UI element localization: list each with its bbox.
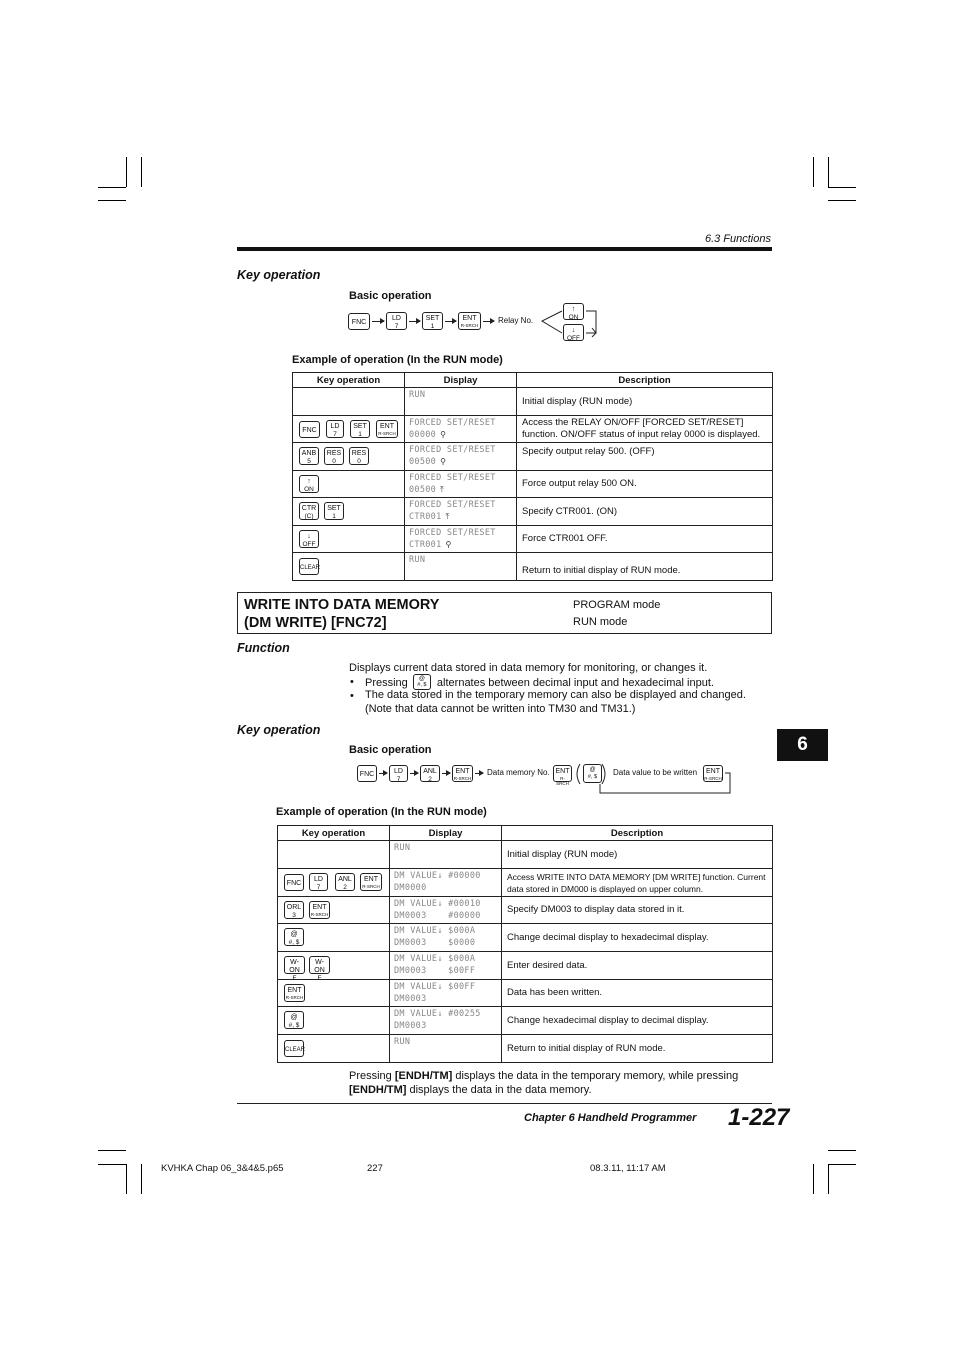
key-clear: CLEAR	[299, 558, 319, 575]
display-cell: FORCED SET/RESET CTR001 ⤒	[405, 498, 517, 526]
key-res-0: RES 0	[324, 447, 344, 465]
key-cell	[278, 841, 390, 869]
table-row	[278, 924, 773, 952]
table-row	[278, 869, 773, 897]
display-cell: FORCED SET/RESET 00000 ⚲	[405, 416, 517, 443]
key-cell	[278, 1035, 390, 1063]
key-ld-7: LD 7	[326, 420, 344, 438]
function-description: Displays current data stored in data memory for monitoring, or changes it.	[349, 662, 708, 674]
table-row	[278, 897, 773, 924]
running-header: 6.3 Functions	[704, 233, 771, 245]
key-ent-rsrch: ENT R-SRCH	[376, 420, 398, 438]
key-cell	[293, 526, 405, 553]
header-rule	[237, 247, 772, 251]
flow-arrow	[442, 773, 450, 774]
key-ctr-c: CTR (C)	[299, 502, 319, 520]
relay-off-pin-icon: ⚲	[440, 430, 447, 439]
display-cell: DM VALUE↓ $000A DM0003 $00FF	[390, 952, 502, 980]
table-row	[293, 471, 773, 498]
crop-mark	[126, 1164, 127, 1194]
key-ent-rsrch: ENT R-SRCH	[309, 901, 330, 919]
relay-off-pin-icon: ⚲	[440, 457, 447, 466]
key-anb-5: ANB 5	[299, 447, 319, 465]
key-w-on-f: W-ON F	[309, 956, 330, 974]
description-cell: Specify CTR001. (ON)	[517, 498, 773, 526]
key-on: ↑ ON	[299, 475, 319, 493]
key-off: ↓ OFF	[563, 324, 584, 341]
crop-mark	[828, 1150, 856, 1151]
key-off: ↓ OFF	[299, 530, 319, 548]
key-ent-rsrch: ENT R-SRCH	[458, 312, 481, 330]
display-cell: DM VALUE↓ $000A DM0003 $0000	[390, 924, 502, 952]
function-heading: Function	[237, 641, 290, 655]
key-ent-rsrch: ENT R-SRCH	[703, 765, 723, 782]
basic-operation-label: Basic operation	[349, 290, 432, 302]
key-ld-7: LD 7	[309, 873, 328, 891]
flow-arrow	[483, 321, 494, 322]
crop-mark	[828, 200, 856, 201]
key-on: ↑ ON	[563, 303, 584, 320]
table-row	[293, 388, 773, 416]
description-cell: Initial display (RUN mode)	[517, 388, 773, 416]
key-fnc: FNC	[284, 874, 304, 891]
description-cell: Return to initial display of RUN mode.	[502, 1035, 773, 1063]
key-fnc: FNC	[357, 765, 377, 782]
relay-example-table	[292, 372, 773, 581]
crop-mark	[813, 157, 814, 187]
crop-mark	[98, 200, 126, 201]
mode-program: PROGRAM mode	[573, 599, 661, 611]
mode-run: RUN mode	[573, 616, 628, 628]
key-cell	[278, 952, 390, 980]
bullet-item: Pressing @ #, $ alternates between decimal input and hexadecimal input.	[365, 676, 714, 689]
endh-tm-note: Pressing [ENDH/TM] displays the data in the temporary memory, while pressing [ENDH/TM] displays the data in the data memory.	[349, 1070, 739, 1096]
display-cell: RUN	[390, 1035, 502, 1063]
column-header: Description	[502, 826, 773, 841]
display-cell: DM VALUE↓ #00010 DM0003 #00000	[390, 897, 502, 924]
description-cell: Initial display (RUN mode)	[502, 841, 773, 869]
section-title: WRITE INTO DATA MEMORY (DM WRITE) [FNC72]	[244, 597, 440, 631]
table-row	[278, 1035, 773, 1063]
description-cell: Specify DM003 to display data stored in it.	[502, 897, 773, 924]
key-cell	[278, 924, 390, 952]
display-cell: FORCED SET/RESET CTR001 ⚲	[405, 526, 517, 553]
key-clear: CLEAR	[284, 1040, 304, 1057]
crop-mark	[813, 1164, 814, 1194]
key-at-hash: @ #, $	[413, 674, 431, 690]
key-cell	[293, 553, 405, 581]
print-date: 08.3.11, 11:17 AM	[590, 1163, 666, 1174]
table-row	[293, 443, 773, 471]
crop-mark	[141, 1164, 142, 1194]
table-row	[293, 526, 773, 553]
key-at-hash: @ #, $	[284, 1011, 304, 1029]
print-page: 227	[367, 1163, 383, 1174]
display-cell: DM VALUE↓ #00255 DM0003	[390, 1007, 502, 1035]
description-cell: Change decimal display to hexadecimal display.	[502, 924, 773, 952]
key-orl-3: ORL 3	[284, 901, 304, 919]
column-header: Key operation	[293, 373, 405, 388]
column-header: Display	[390, 826, 502, 841]
crop-mark	[828, 187, 856, 188]
key-operation-heading: Key operation	[237, 723, 321, 737]
table-row	[278, 952, 773, 980]
table-row	[278, 1007, 773, 1035]
table-row	[293, 553, 773, 581]
relay-on-pin-icon: ⤒	[445, 512, 450, 521]
display-cell: FORCED SET/RESET 00500 ⤒	[405, 471, 517, 498]
print-file-name: KVHKA Chap 06_3&4&5.p65	[161, 1163, 284, 1174]
key-cell	[278, 897, 390, 924]
description-cell: Force CTR001 OFF.	[517, 526, 773, 553]
display-cell: DM VALUE↓ #00000 DM0000	[390, 869, 502, 897]
key-cell	[278, 980, 390, 1007]
data-value-label: Data value to be written	[613, 768, 698, 777]
example-label: Example of operation (In the RUN mode)	[276, 806, 487, 818]
flow-arrow	[379, 773, 387, 774]
table-row	[278, 841, 773, 869]
section-title-box	[237, 592, 772, 634]
column-header: Description	[517, 373, 773, 388]
description-cell: Access WRITE INTO DATA MEMORY [DM WRITE] function. Current data stored in DM000 is displayed on upper column.	[502, 869, 773, 897]
description-cell: Force output relay 500 ON.	[517, 471, 773, 498]
key-cell	[278, 869, 390, 897]
key-cell	[293, 498, 405, 526]
key-cell	[293, 443, 405, 471]
flow-arrow	[475, 773, 483, 774]
crop-mark	[828, 157, 829, 187]
key-anl-2: ANL 2	[420, 765, 440, 782]
footer-chapter: Chapter 6 Handheld Programmer	[524, 1112, 697, 1124]
relay-on-pin-icon: ⤒	[440, 485, 444, 494]
relay-no-label: Relay No.	[498, 316, 534, 325]
table-row	[293, 416, 773, 443]
chapter-tab: 6	[777, 729, 828, 761]
crop-mark	[141, 157, 142, 187]
basic-operation-label: Basic operation	[349, 744, 432, 756]
crop-mark	[98, 1164, 126, 1165]
column-header: Key operation	[278, 826, 390, 841]
description-cell: Change hexadecimal display to decimal display.	[502, 1007, 773, 1035]
crop-mark	[98, 187, 126, 188]
table-row	[278, 980, 773, 1007]
flow-arrow	[410, 773, 418, 774]
description-cell: Enter desired data.	[502, 952, 773, 980]
key-set-1: SET 1	[324, 502, 344, 520]
key-operation-heading: Key operation	[237, 268, 321, 282]
crop-mark	[828, 1164, 856, 1165]
display-cell: FORCED SET/RESET 00500 ⚲	[405, 443, 517, 471]
crop-mark	[126, 157, 127, 187]
return-loop-line	[598, 772, 734, 796]
crop-mark	[828, 1164, 829, 1194]
dm-example-table	[277, 825, 773, 1063]
key-ent-rsrch: ENT R-SRCH	[360, 873, 382, 891]
display-cell: DM VALUE↓ $00FF DM0003	[390, 980, 502, 1007]
key-ld-7: LD 7	[386, 312, 407, 330]
bullet-marker: •	[350, 676, 354, 688]
table-row	[293, 498, 773, 526]
flow-arrow	[409, 321, 420, 322]
flow-arrow	[372, 321, 384, 322]
key-fnc: FNC	[348, 313, 370, 330]
key-ent-rsrch: ENT R-SRCH	[284, 984, 305, 1002]
key-ld-7: LD 7	[389, 765, 408, 782]
display-cell: RUN	[405, 553, 517, 581]
relay-off-pin-icon: ⚲	[445, 540, 452, 549]
example-label: Example of operation (In the RUN mode)	[292, 354, 503, 366]
key-at-hash: @ #, $	[583, 764, 602, 783]
key-set-1: SET 1	[350, 420, 370, 438]
key-set-1: SET 1	[422, 312, 443, 330]
page-number: 1-227	[728, 1104, 790, 1131]
key-anl-2: ANL 2	[335, 873, 355, 891]
bullet-marker: •	[350, 690, 354, 702]
crop-mark	[98, 1150, 126, 1151]
key-at-hash: @ #, $	[284, 928, 304, 946]
key-cell	[293, 471, 405, 498]
key-res-0: RES 0	[349, 447, 369, 465]
bullet-item: The data stored in the temporary memory can also be displayed and changed. (Note that data cannot be written into TM30 and TM31.)	[365, 689, 746, 715]
key-fnc: FNC	[299, 421, 320, 438]
display-cell: RUN	[405, 388, 517, 416]
description-cell: Access the RELAY ON/OFF [FORCED SET/RESET] function. ON/OFF status of input relay 0000 is displayed.	[517, 416, 773, 443]
description-cell: Specify output relay 500. (OFF)	[517, 443, 773, 471]
key-ent-rsrch: ENT R-SRCH	[452, 765, 473, 782]
display-cell: RUN	[390, 841, 502, 869]
key-cell	[293, 388, 405, 416]
key-cell	[278, 1007, 390, 1035]
key-cell	[293, 416, 405, 443]
key-ent-rsrch: ENT R-SRCH	[553, 765, 572, 782]
description-cell: Return to initial display of RUN mode.	[517, 553, 773, 581]
description-cell: Data has been written.	[502, 980, 773, 1007]
key-w-on-f: W-ON F	[284, 956, 305, 974]
data-memory-no-label: Data memory No.	[487, 768, 550, 777]
flow-arrow	[445, 321, 456, 322]
column-header: Display	[405, 373, 517, 388]
footer-rule	[237, 1103, 772, 1104]
